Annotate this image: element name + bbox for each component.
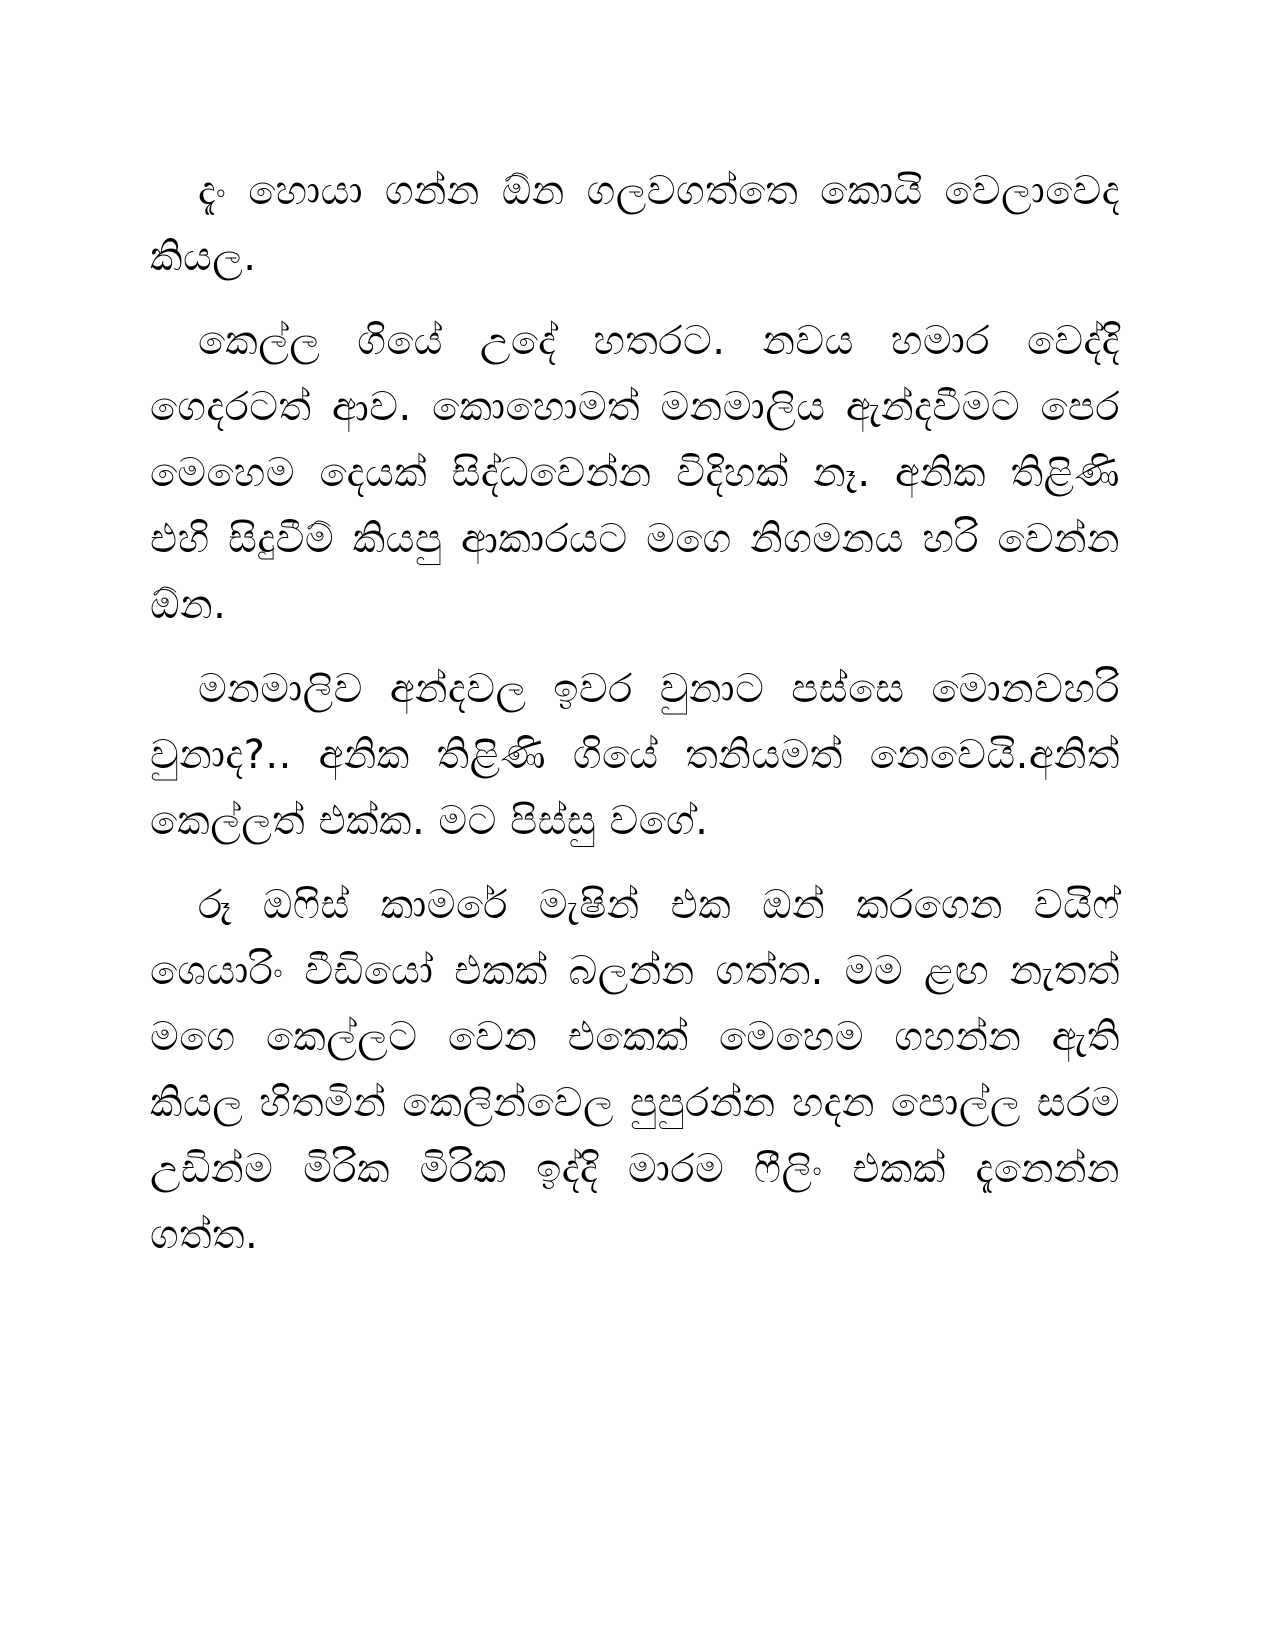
paragraph-4: රූ ඔෆිස් කාමරේ මැෂින් එක ඔන් කරගෙන වයිෆ් ශෙයාරිං වීඩියෝ එකක් බලන්න ගත්ත. මම ළඟ නැතත් මගෙ කෙල්ලට වෙන එකෙක් මෙහෙම ගහන්න ඇති කියල හිතමින් කෙලින්වෙල පුපුරන්න හදන පොල්ල සරම උඩින්ම මිරික මිරික ඉද්දි මාරම ෆීලිං එකක් දැනෙන්න ගත්ත. — [150, 882, 1120, 1258]
page-body — [150, 158, 1120, 1268]
paragraph-2: කෙල්ල ගියේ උදේ හතරට. නවය හමාර වෙද්දි ගෙදරටත් ආව. කොහොමත් මනමාලිය ඇන්දවීමට පෙර මෙහෙම දෙයක් සිද්ධවෙන්න විදිහක් නෑ. අනික තිළිණි එහි සිදුවීම් කියපු ආකාරයට මගෙ නිගමනය හරි වෙන්න ඕන. — [150, 318, 1120, 628]
paragraph-3: මනමාලිව අන්දවල ඉවර වුනාට පස්සෙ මොනවහරි වුනාද?.. අනික තිළිණි ගියේ තනියමත් නෙවෙයි.අනිත් කෙල්ලත් එක්ක. මට පිස්සු වගේ. — [150, 666, 1120, 844]
paragraph-1: දැං හොයා ගන්න ඕන ගලවගත්තෙ කොයි වෙලාවෙද කියල. — [150, 168, 1120, 280]
